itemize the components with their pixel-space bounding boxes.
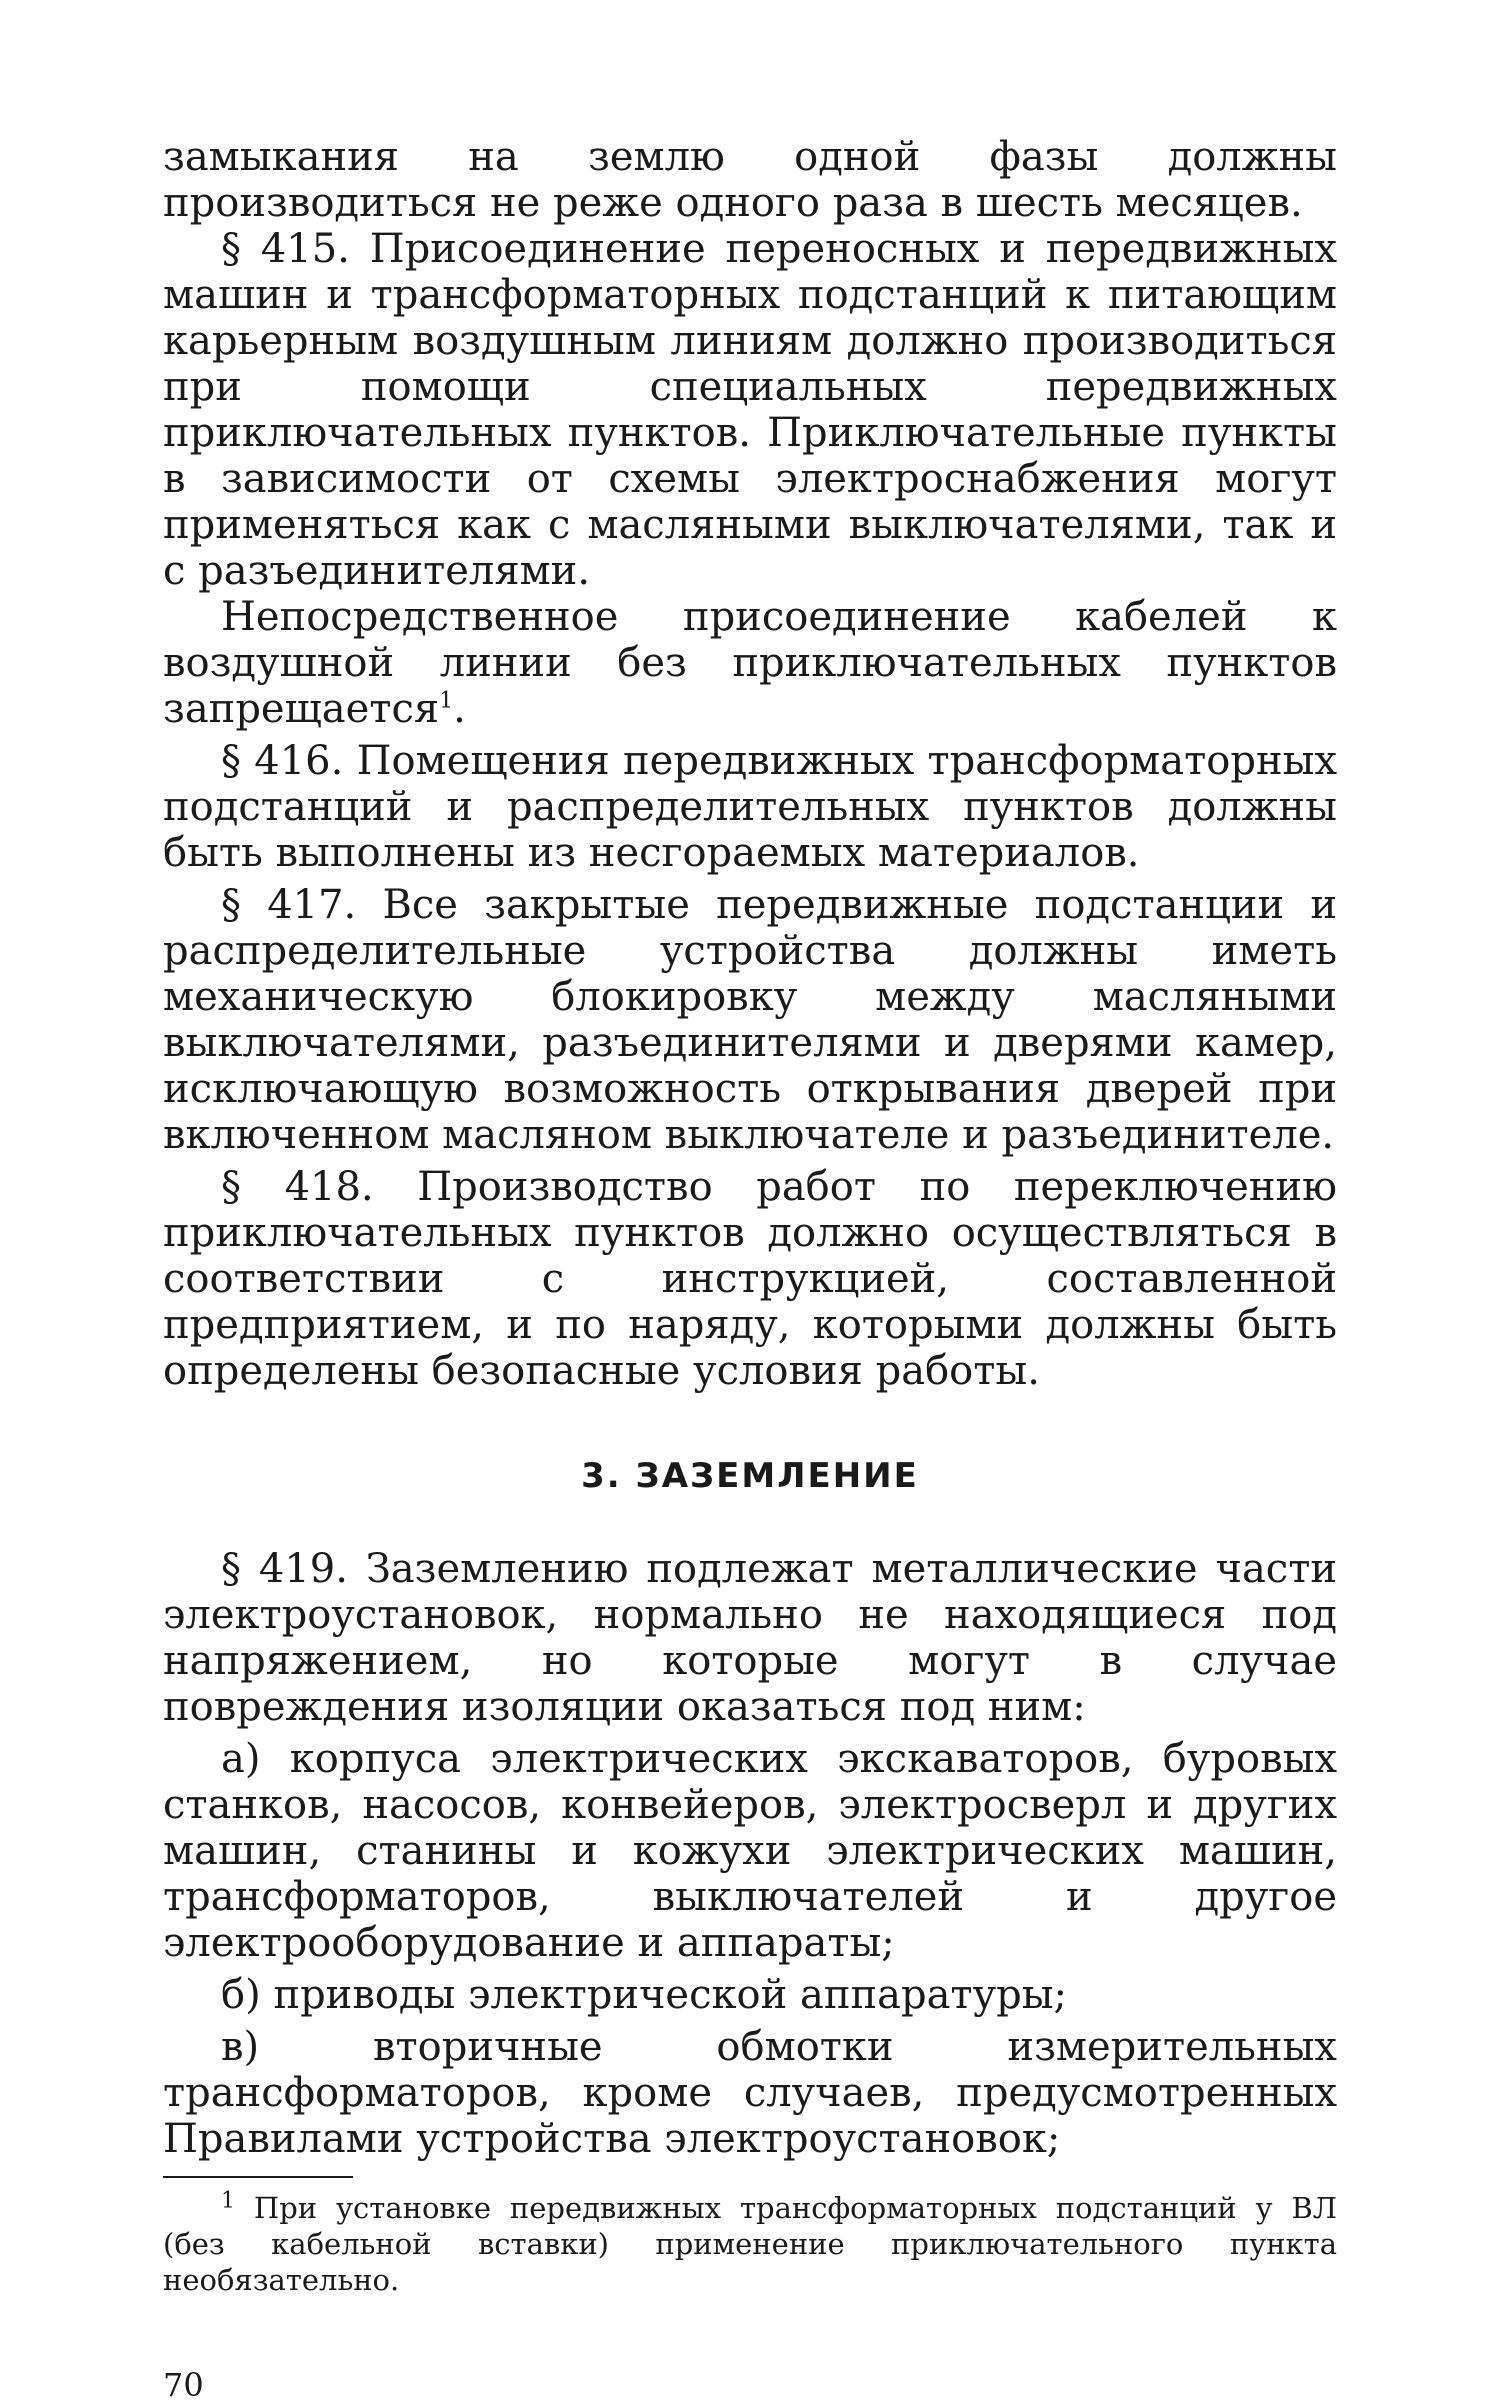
page-number: 70 — [163, 2366, 204, 2404]
footnote-marker: 1 — [221, 2188, 235, 2214]
paragraph-419: § 419. Заземлению подлежат металлические части электроустановок, нормально не находящиеся под напряжением, но которые могут в случае повреждения изоляции оказаться под ним: — [163, 1546, 1337, 1730]
paragraph-continuation: замыкания на землю одной фазы должны производиться не реже одного раза в шесть месяцев. — [163, 134, 1337, 226]
footnote-reference[interactable]: 1 — [439, 688, 454, 714]
list-item-c: в) вторичные обмотки измерительных трансформаторов, кроме случаев, предусмотренных Правилами устройства электроустановок; — [163, 2024, 1337, 2162]
list-item-a: а) корпуса электрических экскаваторов, буровых станков, насосов, конвейеров, электросверл и других машин, станины и кожухи электрических машин, трансформаторов, выключателей и другое электрооборудование и аппараты; — [163, 1736, 1337, 1966]
paragraph-416: § 416. Помещения передвижных трансформаторных подстанций и распределительных пунктов должны быть выполнены из несгораемых материалов. — [163, 738, 1337, 876]
footnote-text: При установке передвижных трансформаторных подстанций у ВЛ (без кабельной вставки) применение приключательного пункта необязательно. — [163, 2191, 1338, 2297]
paragraph-415-direct-connection-text: Непосредственное присоединение кабелей к воздушной линии без приключательных пунктов запрещается — [163, 594, 1337, 732]
footnote — [163, 2190, 1337, 2298]
document-page — [163, 134, 1337, 2404]
footnote-divider — [163, 2176, 353, 2178]
list-item-b: б) приводы электрической аппаратуры; — [221, 1972, 1068, 2018]
sentence-period: . — [453, 686, 466, 732]
paragraph-415-direct-connection — [163, 594, 1337, 732]
paragraph-415: § 415. Присоединение переносных и передвижных машин и трансформаторных подстанций к питающим карьерным воздушным линиям должно производиться при помощи специальных передвижных приключательных пунктов. Приключательные пункты в зависимости от схемы электроснабжения могут применяться как с масляными выключателями, так и с разъединителями. — [163, 226, 1337, 594]
paragraph-418: § 418. Производство работ по переключению приключательных пунктов должно осуществляться в соответствии с инструкцией, составленной предприятием, и по наряду, которыми должны быть определены безопасные условия работы. — [163, 1164, 1337, 1394]
section-heading: 3. ЗАЗЕМЛЕНИЕ — [581, 1456, 919, 1496]
paragraph-417: § 417. Все закрытые передвижные подстанции и распределительные устройства должны иметь механическую блокировку между масляными выключателями, разъединителями и дверями камер, исключающую возможность открывания дверей при включенном масляном выключателе и разъединителе. — [163, 882, 1337, 1158]
